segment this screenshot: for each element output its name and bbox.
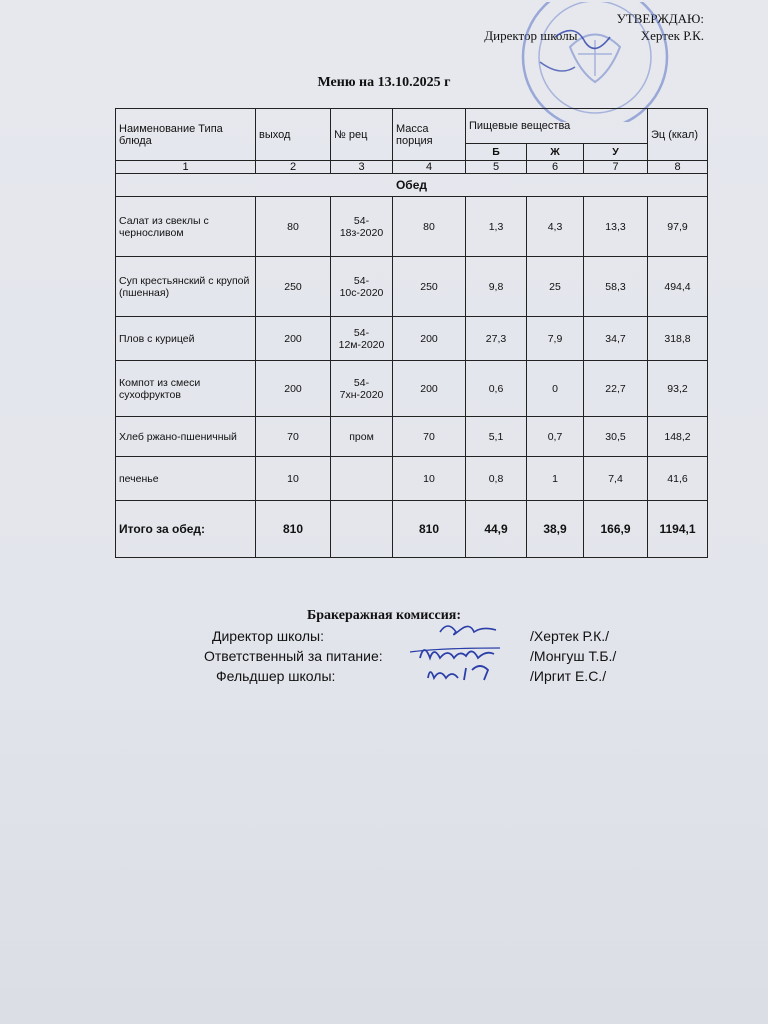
dish-output: 200: [256, 317, 331, 361]
dish-protein: 5,1: [466, 417, 527, 457]
dish-energy: 93,2: [648, 361, 708, 417]
dish-mass: 10: [393, 457, 466, 501]
column-number: 3: [331, 161, 393, 174]
dish-mass: 200: [393, 317, 466, 361]
dish-output: 70: [256, 417, 331, 457]
official-stamp: [500, 2, 690, 122]
dish-carbs: 30,5: [584, 417, 648, 457]
column-number: 4: [393, 161, 466, 174]
menu-title: Меню на 13.10.2025 г: [317, 75, 451, 90]
column-number: 1: [116, 161, 256, 174]
dish-output: 80: [256, 197, 331, 257]
member-name: /Монгуш Т.Б./: [530, 648, 617, 664]
dish-fat: 1: [527, 457, 584, 501]
dish-recipe: 54-18з-2020: [331, 197, 393, 257]
dish-recipe: [331, 457, 393, 501]
dish-carbs: 58,3: [584, 257, 648, 317]
dish-name: Компот из смеси сухофруктов: [116, 361, 256, 417]
dish-fat: 0: [527, 361, 584, 417]
dish-mass: 80: [393, 197, 466, 257]
header-fat: Ж: [527, 144, 584, 161]
header-recipe: № рец: [331, 109, 393, 161]
member-name: /Иргит Е.С./: [530, 668, 607, 684]
table-row: [116, 457, 708, 501]
header-energy: Эц (ккал): [648, 109, 708, 161]
total-carbs: 166,9: [584, 501, 648, 558]
column-number: 8: [648, 161, 708, 174]
table-row: [116, 361, 708, 417]
dish-mass: 70: [393, 417, 466, 457]
section-title: Обед: [116, 174, 708, 197]
dish-energy: 494,4: [648, 257, 708, 317]
member-role: Фельдшер школы:: [216, 668, 336, 684]
dish-energy: 148,2: [648, 417, 708, 457]
member-name: /Хертек Р.К./: [530, 628, 610, 644]
dish-recipe: 54-12м-2020: [331, 317, 393, 361]
director-name: Хертек Р.К.: [640, 28, 704, 43]
dish-energy: 318,8: [648, 317, 708, 361]
member-role: Директор школы:: [212, 628, 324, 644]
approve-label: УТВЕРЖДАЮ:: [616, 11, 704, 26]
dish-fat: 0,7: [527, 417, 584, 457]
table-row: [116, 197, 708, 257]
total-output: 810: [256, 501, 331, 558]
total-mass: 810: [393, 501, 466, 558]
header-nutrients: Пищевые вещества: [466, 109, 648, 144]
dish-energy: 41,6: [648, 457, 708, 501]
column-number: 2: [256, 161, 331, 174]
total-protein: 44,9: [466, 501, 527, 558]
dish-protein: 0,8: [466, 457, 527, 501]
dish-name: печенье: [116, 457, 256, 501]
dish-carbs: 13,3: [584, 197, 648, 257]
column-numbers-row: [116, 161, 708, 174]
column-number: 7: [584, 161, 648, 174]
dish-recipe: 54-10с-2020: [331, 257, 393, 317]
table-row: [116, 317, 708, 361]
dish-fat: 7,9: [527, 317, 584, 361]
total-fat: 38,9: [527, 501, 584, 558]
header-name: Наименование Типа блюда: [116, 109, 256, 161]
dish-name: Хлеб ржано-пшеничный: [116, 417, 256, 457]
dish-recipe: пром: [331, 417, 393, 457]
dish-carbs: 22,7: [584, 361, 648, 417]
dish-protein: 1,3: [466, 197, 527, 257]
director-label: Директор школы: [484, 28, 578, 43]
dish-fat: 4,3: [527, 197, 584, 257]
table-row: [116, 417, 708, 457]
dish-recipe: 54-7хн-2020: [331, 361, 393, 417]
dish-carbs: 34,7: [584, 317, 648, 361]
column-number: 6: [527, 161, 584, 174]
dish-name: Салат из свеклы с черносливом: [116, 197, 256, 257]
member-role: Ответственный за питание:: [204, 648, 383, 664]
dish-output: 10: [256, 457, 331, 501]
dish-output: 200: [256, 361, 331, 417]
dish-name: Плов с курицей: [116, 317, 256, 361]
dish-mass: 250: [393, 257, 466, 317]
table-row: [116, 257, 708, 317]
dish-mass: 200: [393, 361, 466, 417]
commission-title: Бракеражная комиссия:: [307, 608, 461, 623]
column-number: 5: [466, 161, 527, 174]
signature-autographs: [400, 618, 530, 698]
dish-protein: 27,3: [466, 317, 527, 361]
menu-table: [115, 108, 708, 558]
total-row: [116, 501, 708, 558]
dish-output: 250: [256, 257, 331, 317]
dish-carbs: 7,4: [584, 457, 648, 501]
header-protein: Б: [466, 144, 527, 161]
dish-protein: 0,6: [466, 361, 527, 417]
header-mass: Масса порция: [393, 109, 466, 161]
dish-name: Суп крестьянский с крупой (пшенная): [116, 257, 256, 317]
dish-fat: 25: [527, 257, 584, 317]
dish-energy: 97,9: [648, 197, 708, 257]
total-energy: 1194,1: [648, 501, 708, 558]
total-label: Итого за обед:: [116, 501, 256, 558]
total-recipe: [331, 501, 393, 558]
dish-protein: 9,8: [466, 257, 527, 317]
header-carbs: У: [584, 144, 648, 161]
header-output: выход: [256, 109, 331, 161]
